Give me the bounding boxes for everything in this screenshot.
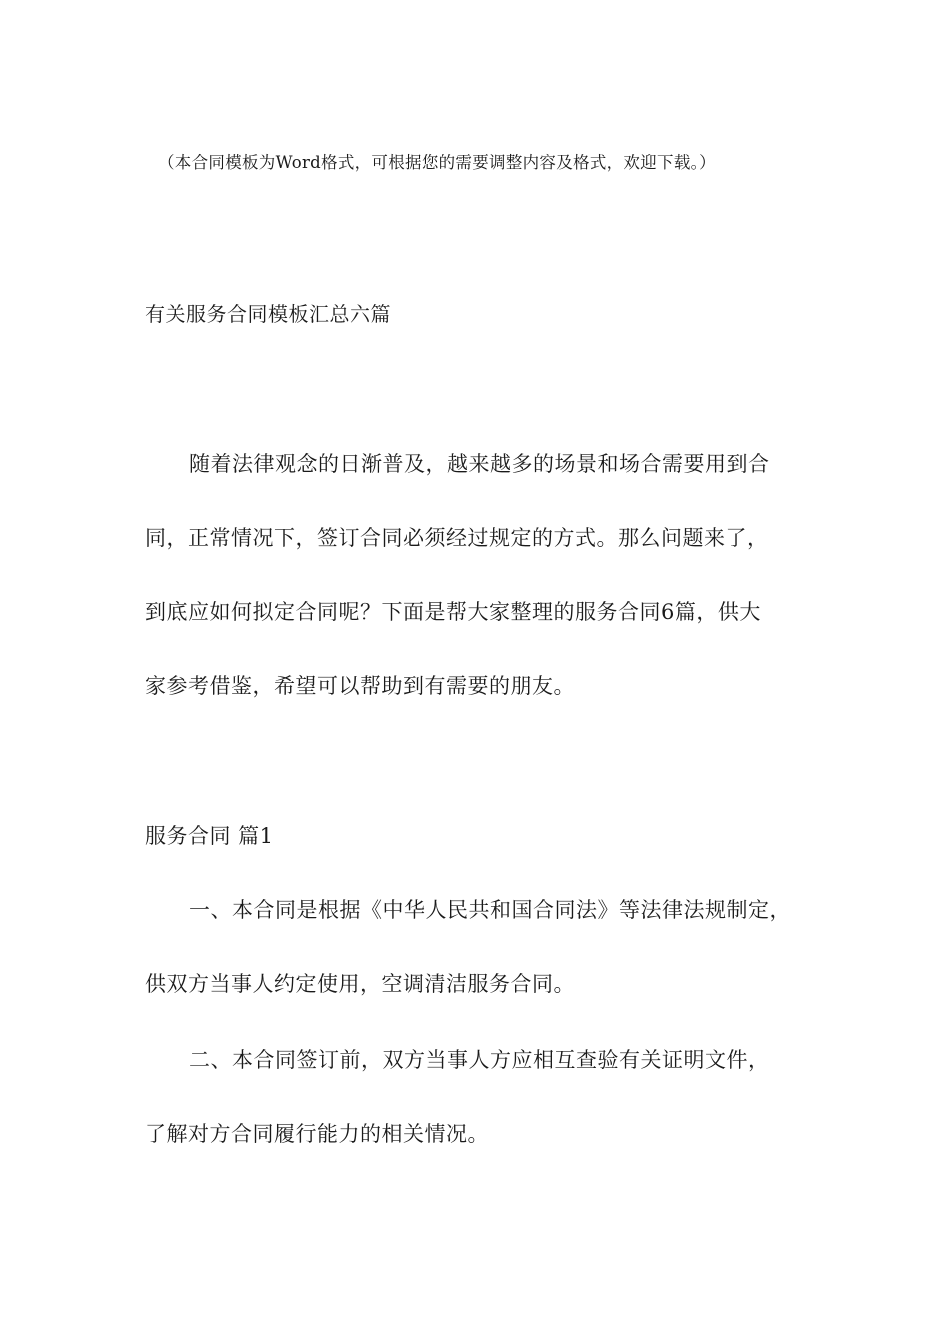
- document-title: 有关服务合同模板汇总六篇: [145, 302, 391, 326]
- section-heading: 服务合同 篇1: [145, 824, 274, 848]
- clause2-line-2: 了解对方合同履行能力的相关情况。: [145, 1122, 489, 1146]
- intro-line-2: 同，正常情况下，签订合同必须经过规定的方式。那么问题来了，: [145, 526, 769, 550]
- intro-line-4: 家参考借鉴，希望可以帮助到有需要的朋友。: [145, 674, 575, 698]
- clause1-line-1: 一、本合同是根据《中华人民共和国合同法》等法律法规制定，: [189, 898, 791, 922]
- intro-line-3: 到底应如何拟定合同呢？下面是帮大家整理的服务合同6篇，供大: [145, 600, 761, 624]
- clause1-line-2: 供双方当事人约定使用，空调清洁服务合同。: [145, 972, 575, 996]
- template-note: （本合同模板为Word格式，可根据您的需要调整内容及格式，欢迎下载。）: [158, 153, 716, 172]
- clause2-line-1: 二、本合同签订前，双方当事人方应相互查验有关证明文件，: [189, 1048, 770, 1072]
- intro-line-1: 随着法律观念的日渐普及，越来越多的场景和场合需要用到合: [189, 452, 770, 476]
